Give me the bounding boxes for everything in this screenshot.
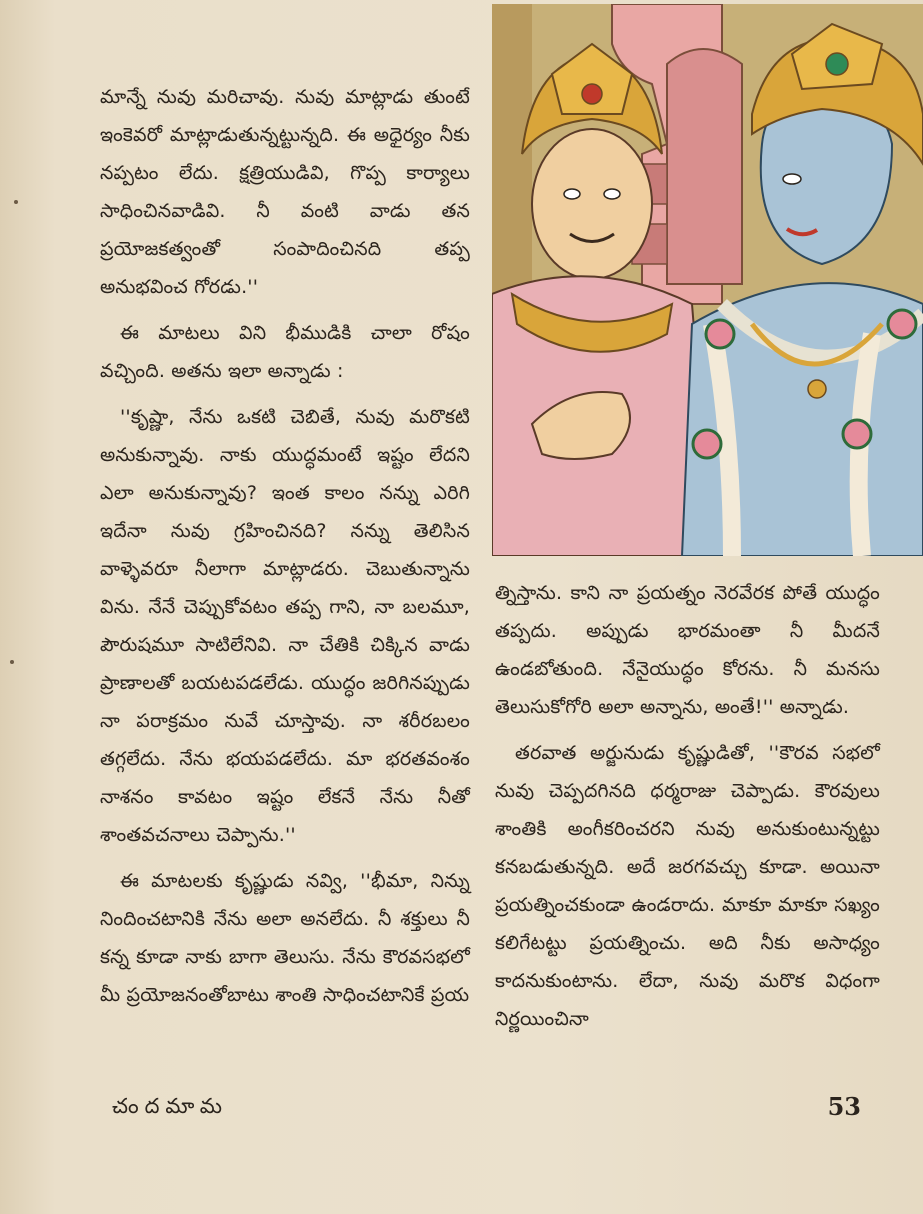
paragraph: తరవాత అర్జునుడు కృష్ణుడితో, ''కౌరవ సభలో నువు చెప్పదగినది ధర్మరాజు చెప్పాడు. కౌరవులు శాంతికి అంగీకరించరని నువు అనుకుంటున్నట్టు కనబడుతున్నది. అదే జరగవచ్చు కూడా. అయినా ప్రయత్నించకుండా ఉండరాదు. మాకూ మాకూ సఖ్యం కలిగేటట్టు ప్రయత్నించు. అది నీకు అసాధ్యం కాదనుకుంటాను. లేదా, నువు మరొక విధంగా నిర్ణయించినా [495,742,880,1030]
page-speck [10,660,14,664]
illustration-bhima-krishna [492,4,923,556]
illustration-drawing [492,4,923,556]
paragraph: ''కృష్ణా, నేను ఒకటి చెబితే, నువు మరొకటి అనుకున్నావు. నాకు యుద్ధమంటే ఇష్టం లేదని ఎలా అనుకున్నావు? ఇంత కాలం నన్ను ఎరిగి ఇదేనా నువు గ్రహించినది? నన్ను తెలిసిన వాళ్ళెవరూ నీలాగా మాట్లాడరు. చెబుతున్నాను విను. నేనే చెప్పుకోవటం తప్ప గాని, నా బలమూ, పౌరుషమూ సాటిలేనివి. నా చేతికి చిక్కిన వాడు ప్రాణాలతో బయటపడలేడు. యుద్ధం జరిగినప్పుడు నా పరాక్రమం నువే చూస్తావు. నా శరీరబలం తగ్గలేదు. నేను భయపడలేదు. మా భరతవంశం నాశనం కావటం ఇష్టం లేకనే నేను నీతో శాంతవచనాలు చెప్పాను.'' [100,406,470,846]
paragraph: ఈ మాటలకు కృష్ణుడు నవ్వి, ''భీమా, నిన్ను నిందించటానికి నేను అలా అనలేదు. నీ శక్తులు నీ కన్న కూడా నాకు బాగా తెలుసు. నేను కౌరవసభలో మీ ప్రయోజనంతోబాటు శాంతి సాధించటానికే ప్రయ [100,870,470,1006]
left-text-column [100,78,470,1022]
paragraph: ఈ మాటలు విని భీముడికి చాలా రోషం వచ్చింది. అతను ఇలా అన్నాడు : [100,322,470,382]
right-text-column [495,574,880,1046]
paragraph: మాన్నే నువు మరిచావు. నువు మాట్లాడు తుంటే ఇంకెవరో మాట్లాడుతున్నట్టున్నది. ఈ అధైర్యం నీకు నప్పటం లేదు. క్షత్రియుడివి, గొప్ప కార్యాలు సాధించినవాడివి. నీ వంటి వాడు తన ప్రయోజకత్వంతో సంపాదించినది తప్ప అనుభవించ గోరడు.'' [100,86,470,298]
page-speck [14,200,18,204]
magazine-name: చందమామ [112,1094,228,1118]
paragraph: త్నిస్తాను. కాని నా ప్రయత్నం నెరవేరక పోతే యుద్ధం తప్పదు. అప్పుడు భారమంతా నీ మీదనే ఉండబోతుంది. నేనైయుద్ధం కోరను. నీ మనసు తెలుసుకోగోరి అలా అన్నాను, అంతే!'' అన్నాడు. [495,582,880,718]
page-number: 53 [827,1092,861,1121]
